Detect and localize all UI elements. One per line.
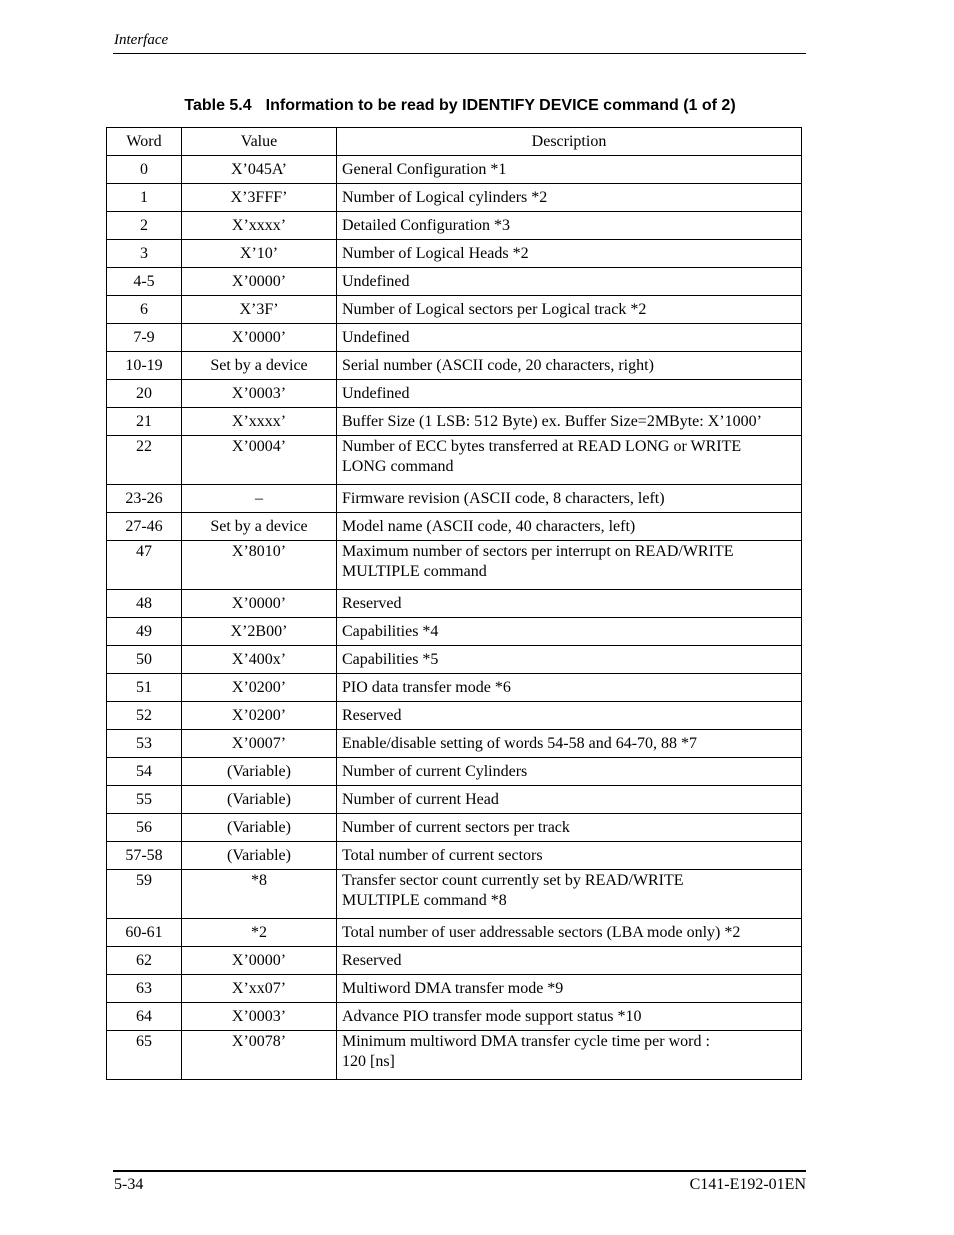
value-cell: X’8010’ [182, 541, 337, 590]
value-cell: X’0000’ [182, 947, 337, 975]
description-line: MULTIPLE command [342, 563, 487, 580]
document-id: C141-E192-01EN [689, 1176, 806, 1193]
value-cell: (Variable) [182, 758, 337, 786]
description-line: Buffer Size (1 LSB: 512 Byte) ex. Buffer Size=2MByte: X’1000’ [342, 412, 762, 430]
description-cell [337, 842, 802, 870]
description-cell [337, 296, 802, 324]
word-cell: 22 [107, 436, 182, 485]
description-cell [337, 268, 802, 296]
word-cell: 2 [107, 212, 182, 240]
table-body [107, 156, 802, 1080]
table-row [107, 786, 802, 814]
table-row [107, 646, 802, 674]
description-line: Multiword DMA transfer mode *9 [342, 979, 564, 997]
word-cell: 64 [107, 1003, 182, 1031]
description-cell [337, 513, 802, 541]
description-line: Total number of current sectors [342, 846, 543, 864]
word-cell: 57-58 [107, 842, 182, 870]
value-cell: *8 [182, 870, 337, 919]
running-header: Interface [114, 32, 169, 48]
table-row [107, 240, 802, 268]
word-cell: 62 [107, 947, 182, 975]
description-cell [337, 1003, 802, 1031]
table-row [107, 324, 802, 352]
value-cell: – [182, 485, 337, 513]
footer-rule [113, 1170, 806, 1172]
table-row [107, 730, 802, 758]
word-cell: 21 [107, 408, 182, 436]
value-cell: X’0000’ [182, 590, 337, 618]
table-row [107, 352, 802, 380]
word-cell: 47 [107, 541, 182, 590]
value-cell: (Variable) [182, 786, 337, 814]
description-line: Minimum multiword DMA transfer cycle time per word : [342, 1033, 710, 1050]
value-cell: (Variable) [182, 814, 337, 842]
description-cell [337, 947, 802, 975]
description-cell [337, 919, 802, 947]
description-line: Maximum number of sectors per interrupt on READ/WRITE [342, 543, 734, 560]
table-row [107, 380, 802, 408]
description-cell [337, 485, 802, 513]
word-cell: 53 [107, 730, 182, 758]
description-cell [337, 590, 802, 618]
table-header-row [107, 128, 802, 156]
description-cell [337, 870, 802, 919]
value-cell: X’400x’ [182, 646, 337, 674]
word-cell: 27-46 [107, 513, 182, 541]
table-row [107, 184, 802, 212]
description-cell [337, 618, 802, 646]
word-cell: 4-5 [107, 268, 182, 296]
value-cell: X’2B00’ [182, 618, 337, 646]
table-row [107, 212, 802, 240]
table-title: Information to be read by IDENTIFY DEVICE command (1 of 2) [265, 97, 736, 114]
description-cell [337, 184, 802, 212]
value-cell: X’045A’ [182, 156, 337, 184]
description-cell [337, 380, 802, 408]
description-cell [337, 324, 802, 352]
description-line: MULTIPLE command *8 [342, 892, 507, 909]
identify-device-table [106, 127, 802, 1080]
description-line: Reserved [342, 951, 402, 969]
value-cell: X’0003’ [182, 1003, 337, 1031]
table-row [107, 513, 802, 541]
description-cell [337, 436, 802, 485]
description-line: Reserved [342, 706, 402, 724]
description-line: Serial number (ASCII code, 20 characters, right) [342, 356, 654, 374]
description-line: Advance PIO transfer mode support status *10 [342, 1007, 642, 1025]
description-line: Number of current Cylinders [342, 762, 528, 780]
description-cell [337, 786, 802, 814]
column-header-value: Value [182, 128, 337, 156]
description-line: Reserved [342, 594, 402, 612]
description-line: Number of ECC bytes transferred at READ LONG or WRITE [342, 438, 742, 455]
description-cell [337, 730, 802, 758]
word-cell: 60-61 [107, 919, 182, 947]
table-row [107, 436, 802, 485]
description-line: Capabilities *5 [342, 650, 439, 668]
word-cell: 6 [107, 296, 182, 324]
description-line: Firmware revision (ASCII code, 8 characters, left) [342, 489, 665, 507]
description-cell [337, 212, 802, 240]
value-cell: X’0000’ [182, 324, 337, 352]
table-row [107, 947, 802, 975]
table-caption [0, 97, 920, 115]
table-row [107, 842, 802, 870]
word-cell: 49 [107, 618, 182, 646]
table-row [107, 919, 802, 947]
description-line: Number of Logical sectors per Logical track *2 [342, 300, 647, 318]
table-row [107, 268, 802, 296]
header-rule [113, 53, 806, 54]
word-cell: 51 [107, 674, 182, 702]
description-line: 120 [ns] [342, 1053, 395, 1070]
table-row [107, 1003, 802, 1031]
table-row [107, 674, 802, 702]
description-line: Number of current Head [342, 790, 499, 808]
value-cell: X’0003’ [182, 380, 337, 408]
table-row [107, 975, 802, 1003]
description-line: Number of current sectors per track [342, 818, 570, 836]
description-line: Number of Logical cylinders *2 [342, 188, 548, 206]
description-cell [337, 240, 802, 268]
description-cell [337, 1031, 802, 1080]
word-cell: 63 [107, 975, 182, 1003]
value-cell: *2 [182, 919, 337, 947]
description-cell [337, 541, 802, 590]
table-row [107, 590, 802, 618]
value-cell: X’xxxx’ [182, 408, 337, 436]
description-line: PIO data transfer mode *6 [342, 678, 511, 696]
word-cell: 20 [107, 380, 182, 408]
description-line: Undefined [342, 272, 410, 290]
table-row [107, 296, 802, 324]
value-cell: X’3F’ [182, 296, 337, 324]
table-number: Table 5.4 [184, 97, 252, 114]
description-line: Capabilities *4 [342, 622, 439, 640]
table-row [107, 408, 802, 436]
table-row [107, 485, 802, 513]
description-cell [337, 674, 802, 702]
description-line: Number of Logical Heads *2 [342, 244, 529, 262]
word-cell: 7-9 [107, 324, 182, 352]
value-cell: X’0004’ [182, 436, 337, 485]
description-cell [337, 814, 802, 842]
value-cell: X’3FFF’ [182, 184, 337, 212]
word-cell: 54 [107, 758, 182, 786]
description-cell [337, 408, 802, 436]
word-cell: 3 [107, 240, 182, 268]
word-cell: 23-26 [107, 485, 182, 513]
description-line: Undefined [342, 384, 410, 402]
table-row [107, 1031, 802, 1080]
description-cell [337, 156, 802, 184]
description-line: Transfer sector count currently set by READ/WRITE [342, 872, 684, 889]
table-row [107, 870, 802, 919]
value-cell: X’0200’ [182, 674, 337, 702]
description-cell [337, 646, 802, 674]
word-cell: 0 [107, 156, 182, 184]
page-number: 5-34 [114, 1176, 144, 1193]
table-row [107, 758, 802, 786]
description-cell [337, 758, 802, 786]
word-cell: 55 [107, 786, 182, 814]
description-line: Model name (ASCII code, 40 characters, left) [342, 517, 636, 535]
description-line: Total number of user addressable sectors (LBA mode only) *2 [342, 923, 741, 941]
description-line: General Configuration *1 [342, 160, 507, 178]
value-cell: Set by a device [182, 352, 337, 380]
word-cell: 52 [107, 702, 182, 730]
column-header-word: Word [107, 128, 182, 156]
description-line: LONG command [342, 458, 454, 475]
value-cell: X’10’ [182, 240, 337, 268]
value-cell: X’0007’ [182, 730, 337, 758]
value-cell: X’xx07’ [182, 975, 337, 1003]
table-row [107, 541, 802, 590]
word-cell: 50 [107, 646, 182, 674]
value-cell: X’xxxx’ [182, 212, 337, 240]
description-line: Detailed Configuration *3 [342, 216, 510, 234]
description-cell [337, 975, 802, 1003]
value-cell: X’0000’ [182, 268, 337, 296]
description-line: Enable/disable setting of words 54-58 and 64-70, 88 *7 [342, 734, 698, 752]
word-cell: 48 [107, 590, 182, 618]
table-row [107, 814, 802, 842]
word-cell: 65 [107, 1031, 182, 1080]
word-cell: 59 [107, 870, 182, 919]
value-cell: X’0078’ [182, 1031, 337, 1080]
value-cell: Set by a device [182, 513, 337, 541]
description-line: Undefined [342, 328, 410, 346]
column-header-description: Description [337, 128, 802, 156]
table-row [107, 156, 802, 184]
table-row [107, 702, 802, 730]
description-cell [337, 702, 802, 730]
value-cell: X’0200’ [182, 702, 337, 730]
table-row [107, 618, 802, 646]
word-cell: 10-19 [107, 352, 182, 380]
word-cell: 1 [107, 184, 182, 212]
word-cell: 56 [107, 814, 182, 842]
value-cell: (Variable) [182, 842, 337, 870]
description-cell [337, 352, 802, 380]
